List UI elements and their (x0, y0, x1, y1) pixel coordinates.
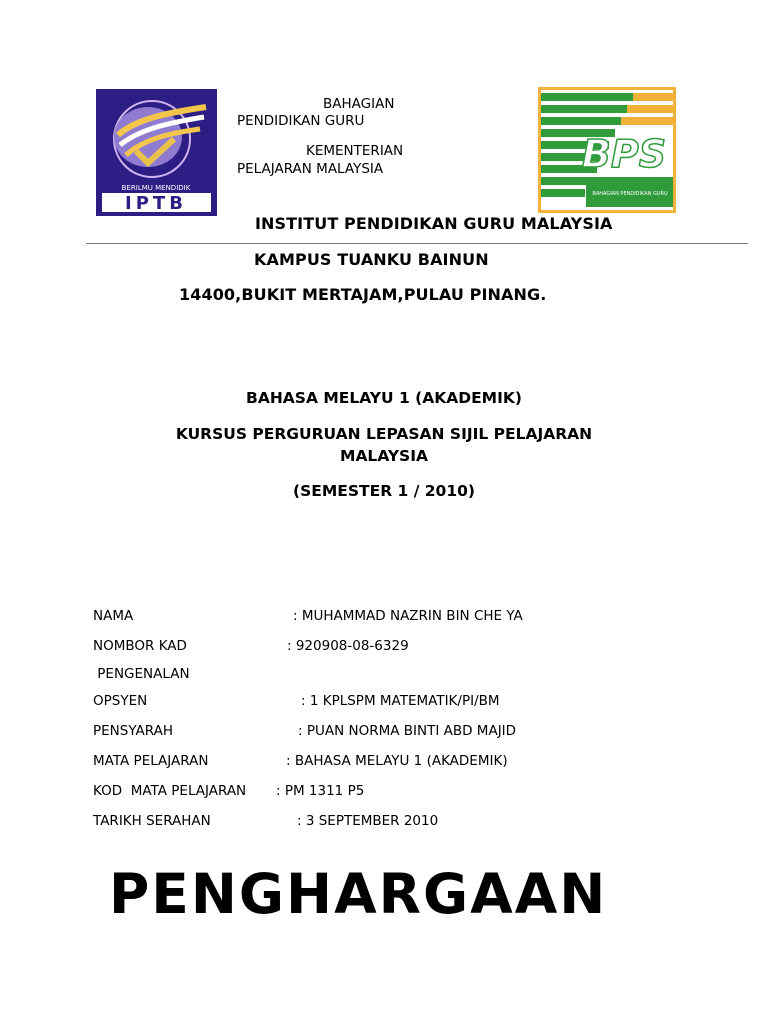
detail-value: : MUHAMMAD NAZRIN BIN CHE YA (293, 608, 523, 624)
program-line1: KURSUS PERGURUAN LEPASAN SIJIL PELAJARAN (175, 425, 593, 443)
header-divider (86, 243, 748, 244)
detail-label: TARIKH SERAHAN (93, 813, 211, 829)
detail-value: : 1 KPLSPM MATEMATIK/PI/BM (301, 693, 500, 709)
detail-label: NOMBOR KAD (93, 638, 187, 654)
iptb-logo-text: IPTB (125, 193, 187, 214)
dept-line2: PENDIDIKAN GURU (237, 113, 365, 129)
iptb-logo (96, 89, 217, 216)
iptb-motto: BERILMU MENDIDIK (121, 184, 191, 192)
detail-label: PENGENALAN (93, 666, 190, 682)
detail-value: : PM 1311 P5 (276, 783, 365, 799)
institution-name: INSTITUT PENDIDIKAN GURU MALAYSIA (255, 214, 613, 233)
detail-label: MATA PELAJARAN (93, 753, 209, 769)
campus-address: 14400,BUKIT MERTAJAM,PULAU PINANG. (179, 285, 547, 304)
detail-label: OPSYEN (93, 693, 148, 709)
dept-line1: BAHAGIAN (323, 96, 395, 112)
bps-logo (538, 87, 676, 213)
course-subject: BAHASA MELAYU 1 (AKADEMIK) (246, 389, 522, 407)
semester: (SEMESTER 1 / 2010) (293, 482, 475, 500)
detail-value: : PUAN NORMA BINTI ABD MAJID (298, 723, 517, 739)
detail-value: : BAHASA MELAYU 1 (AKADEMIK) (286, 753, 508, 769)
program-line2: MALAYSIA (340, 447, 428, 465)
ministry-line1: KEMENTERIAN (306, 143, 404, 159)
detail-label: NAMA (93, 608, 134, 624)
bps-logo-text: BPS (581, 132, 667, 176)
bps-caption: BAHAGIAN PENDIDIKAN GURU (592, 191, 668, 197)
detail-value: : 3 SEPTEMBER 2010 (297, 813, 439, 829)
ministry-line2: PELAJARAN MALAYSIA (237, 161, 384, 177)
campus-name: KAMPUS TUANKU BAINUN (254, 250, 489, 269)
detail-value: : 920908-08-6329 (287, 638, 409, 654)
detail-label: PENSYARAH (93, 723, 173, 739)
detail-label: KOD MATA PELAJARAN (93, 783, 247, 799)
acknowledgement-heading: PENGHARGAAN (109, 862, 608, 926)
